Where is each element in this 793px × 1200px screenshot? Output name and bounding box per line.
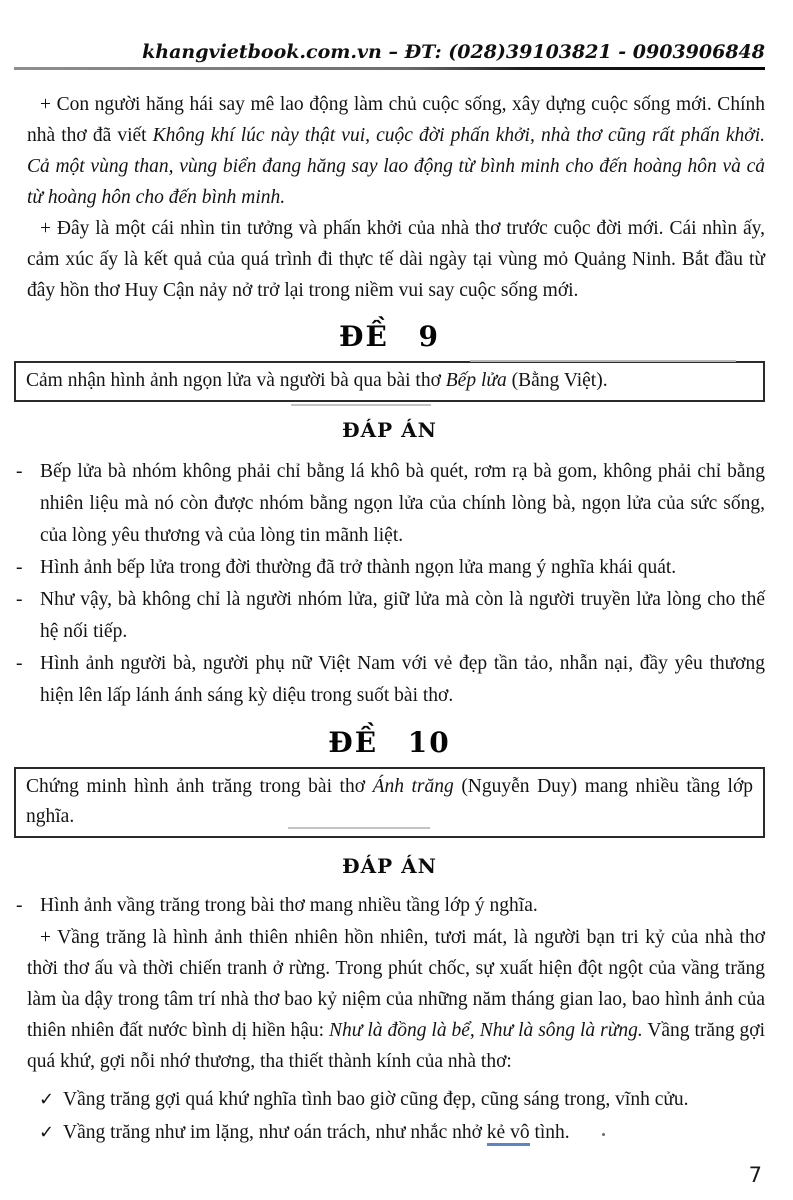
scan-artifact (602, 1133, 605, 1136)
dash-marker: - (16, 653, 23, 674)
dash-marker: - (16, 589, 23, 610)
de9-answer-heading: ĐÁP ÁN (342, 418, 437, 442)
check-item (39, 1116, 765, 1149)
check-item-text: Vầng trăng gợi quá khứ nghĩa tình bao giờ cũng đẹp, cũng sáng trong, vĩnh cửu. (63, 1089, 689, 1110)
prompt-text: (Nguyễn Duy) mang nhiều tầng lớp nghĩa. (26, 776, 754, 827)
dash-marker: - (16, 557, 23, 578)
de9-prompt-box (14, 361, 765, 402)
answer-item (14, 552, 765, 584)
intro-section (14, 89, 765, 306)
paragraph-text: Vầng trăng gợi quá khứ, gợi nỗi nhớ thương, tha thiết thành kính của nhà thơ: (27, 1020, 765, 1072)
de9-title: ĐỀ 9 (338, 320, 441, 353)
prompt-text: Cảm nhận hình ảnh ngọn lửa và người bà qua bài thơ (26, 370, 446, 391)
answer-item (14, 890, 765, 922)
answer-item-text: Hình ảnh bếp lửa trong đời thường đã trở thành ngọn lửa mang ý nghĩa khái quát. (40, 557, 677, 578)
quoted-verse-italic: Không khí lúc này thật vui, cuộc đời phấn khởi, nhà thơ cũng rất phấn khởi. Cả một vùng than, vùng biển đang hăng say lao động từ bình minh cho đến hoàng hôn và cả từ hoàng hôn cho đến bình minh. (27, 125, 766, 208)
scan-artifact (291, 404, 431, 406)
prompt-text: (Bằng Việt). (506, 370, 608, 391)
answer-item-text: Như vậy, bà không chỉ là người nhóm lửa, giữ lửa mà còn là người truyền lửa lòng cho thế hệ nối tiếp. (40, 589, 765, 642)
marked-text: kẻ vô (487, 1122, 530, 1146)
page-number: 7 (748, 1163, 762, 1187)
dash-marker: - (16, 895, 23, 916)
page-header-contact: khangvietbook.com.vn – ĐT: (028)39103821 - 0903906848 (142, 41, 765, 63)
check-item-text (63, 1116, 765, 1149)
poem-title-italic: Bếp lửa (445, 370, 507, 391)
de10-answer-heading: ĐÁP ÁN (342, 854, 437, 878)
intro-paragraph-2: + Đây là một cái nhìn tin tưởng và phấn khởi của nhà thơ trước cuộc đời mới. Cái nhìn ấy, cảm xúc ấy là kết quả của quá trình đi thực tế dài ngày tại vùng mỏ Quảng Ninh. Bắt đầu từ đây hồn thơ Huy Cận nảy nở trở lại trong niềm vui say cuộc sống mới. (27, 218, 765, 301)
answer-item-text: Hình ảnh vầng trăng trong bài thơ mang nhiều tầng lớp ý nghĩa. (40, 895, 538, 916)
de9-answer-list (14, 456, 765, 712)
dash-marker: - (16, 461, 23, 482)
answer-item (14, 584, 765, 648)
paragraph-text: + Vầng trăng là hình ảnh thiên nhiên hồn nhiên, tươi mát, là người bạn tri kỷ của nhà thơ thời thơ ấu và thời chiến tranh ở rừng. Trong phút chốc, sự xuất hiện đột ngột của vầng trăng làm ùa dậy trong tâm trí nhà thơ bao kỷ niệm của những năm tháng gian lao, bao hình ảnh của thiên nhiên đất nước bình dị hiền hậu: (27, 927, 765, 1041)
paragraph-text: + Con người hăng hái say mê lao động làm chủ cuộc sống, xây dựng cuộc sống mới. Chính nhà thơ đã viết (27, 94, 765, 146)
quoted-verse-italic: Như là đồng là bể, Như là sông là rừng. (329, 1020, 643, 1041)
de10-plus-paragraph (27, 922, 765, 1077)
check-list (14, 1083, 765, 1149)
answer-item-text: Bếp lửa bà nhóm không phải chỉ bằng lá khô bà quét, rơm rạ bà gom, không phải chỉ bằng nhiên liệu mà nó còn được nhóm bằng ngọn lửa của chính lòng bà, ngọn lửa của sức sống, của lòng yêu thương và của lòng tin mãnh liệt. (40, 461, 765, 546)
header-rule (14, 67, 765, 70)
intro-paragraph-1 (27, 89, 765, 213)
check-text: Vầng trăng như im lặng, như oán trách, như nhắc nhở (63, 1122, 487, 1143)
poem-title-italic: Ánh trăng (372, 776, 454, 797)
section-de10 (14, 726, 765, 1149)
de10-answer-list (14, 890, 765, 922)
check-text: tình. (529, 1122, 570, 1143)
checkmark-icon: ✓ (39, 1089, 55, 1110)
de10-title: ĐỀ 10 (328, 726, 451, 759)
section-de9 (14, 320, 765, 712)
answer-item-text: Hình ảnh người bà, người phụ nữ Việt Nam với vẻ đẹp tần tảo, nhẫn nại, đầy yêu thương hiện lên lấp lánh ánh sáng kỳ diệu trong suốt bài thơ. (40, 653, 765, 706)
scan-artifact (470, 360, 736, 362)
scan-artifact (288, 827, 430, 829)
checkmark-icon: ✓ (39, 1122, 55, 1143)
prompt-text: Chứng minh hình ảnh trăng trong bài thơ (26, 776, 373, 797)
answer-item (14, 456, 765, 552)
check-item (39, 1083, 765, 1116)
answer-item (14, 648, 765, 712)
